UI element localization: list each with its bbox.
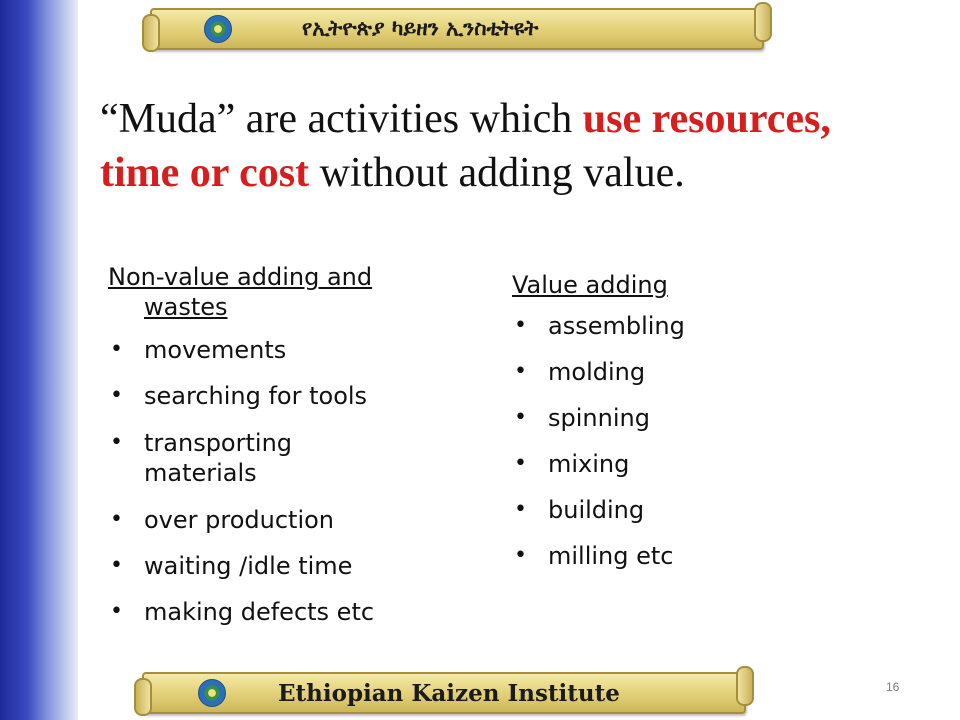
header-banner — [150, 8, 764, 50]
non-value-adding-column — [108, 262, 438, 626]
bullet-icon: • — [514, 543, 527, 568]
bullet-icon: • — [514, 405, 527, 430]
value-adding-column — [512, 270, 842, 570]
list-item-text: making defects etc — [144, 598, 375, 626]
non-value-adding-list — [108, 336, 438, 626]
list-item-text: assembling — [548, 312, 685, 340]
bullet-icon: • — [110, 553, 123, 578]
headline-text-start: “Muda” are activities which — [100, 96, 583, 142]
headline-text-end: without adding value. — [309, 150, 685, 196]
list-item — [512, 404, 842, 432]
list-item — [108, 598, 438, 626]
value-adding-list — [512, 312, 842, 570]
scroll-curl-left — [134, 678, 152, 716]
bullet-icon: • — [514, 313, 527, 338]
list-item — [108, 506, 438, 534]
list-item-text: over production — [144, 506, 335, 534]
list-item — [512, 358, 842, 386]
list-item — [108, 336, 438, 364]
non-value-adding-heading — [108, 262, 438, 322]
list-item — [108, 382, 438, 410]
list-item — [512, 542, 842, 570]
footer-banner — [142, 672, 746, 714]
list-item-text: spinning — [548, 404, 650, 432]
ethiopian-emblem-icon — [204, 15, 232, 43]
bullet-icon: • — [110, 507, 123, 532]
slide-headline — [100, 92, 950, 200]
bullet-icon: • — [110, 337, 123, 362]
list-item-text: searching for tools — [144, 382, 368, 410]
list-item-text: waiting /idle time — [144, 552, 353, 580]
bullet-icon: • — [110, 383, 123, 408]
headline-highlight-time-cost: time or cost — [100, 150, 310, 196]
scroll-curl-right — [736, 666, 754, 706]
ethiopian-emblem-icon — [198, 679, 226, 707]
non-value-adding-heading-line2: wastes — [144, 293, 228, 321]
list-item-text: mixing — [548, 450, 630, 478]
list-item-text: molding — [548, 358, 646, 386]
headline-highlight-resources: use resources, — [582, 96, 831, 142]
non-value-adding-heading-line1: Non-value adding and — [108, 263, 373, 291]
value-adding-heading: Value adding — [512, 271, 668, 299]
list-item — [512, 312, 842, 340]
list-item — [108, 552, 438, 580]
list-item-text: movements — [144, 336, 287, 364]
list-item — [512, 450, 842, 478]
decorative-sidebar — [0, 0, 78, 720]
page-number: 16 — [886, 680, 900, 694]
bullet-icon: • — [514, 497, 527, 522]
list-item-text: transporting materials — [144, 429, 293, 487]
bullet-icon: • — [514, 359, 527, 384]
list-item-text: building — [548, 496, 645, 524]
scroll-curl-left — [142, 14, 160, 52]
bullet-icon: • — [110, 599, 123, 624]
header-banner-text: የኢትዮጵያ ካይዘን ኢንስቲትዩት — [302, 15, 539, 40]
bullet-icon: • — [110, 430, 123, 455]
list-item — [512, 496, 842, 524]
list-item-text: milling etc — [548, 542, 674, 570]
bullet-icon: • — [514, 451, 527, 476]
list-item — [108, 428, 394, 488]
footer-banner-text: Ethiopian Kaizen Institute — [278, 680, 620, 707]
scroll-curl-right — [754, 2, 772, 42]
